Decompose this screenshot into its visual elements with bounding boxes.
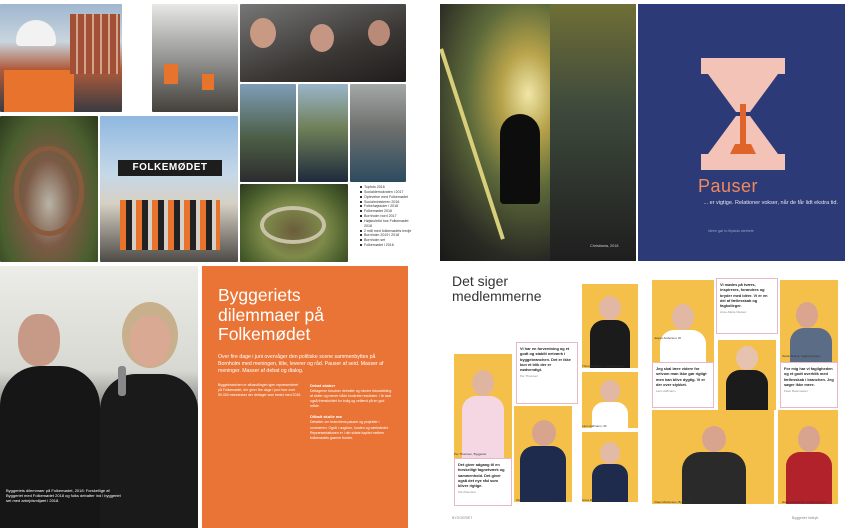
quote-text: Vi har en forventning og et godt og stabilt netværk i byggebranchen. Det er ikke kun et blik der er nødvendigt. <box>520 346 571 373</box>
photo-caption: Byggeriets dilemmaer på Folkemødet, 2018: Forskellige af Byggeriet med Folkemødet 2018 og folks debatter ind i byggeriet set med arbejdsmiljøet i 2018. <box>6 488 121 504</box>
man-body <box>0 366 100 528</box>
portrait-person <box>718 340 776 410</box>
column-text: Deltagerne forudser debatter og mindre tidsudvikling af stofer og mener både konkrete resultater. I år skal også fremskridtet for bolig og velfærd på en god måde. <box>310 389 392 409</box>
portrait-head <box>798 426 820 452</box>
portrait-person <box>652 410 774 504</box>
photo-caption: Christiania, 2018 <box>590 244 619 248</box>
caption-item: Bornholm set <box>360 238 414 243</box>
member-quote <box>780 362 838 408</box>
person-name: Lars Hoffmann, 3F <box>582 424 607 428</box>
column-heading: Dilbalt skulle mø <box>310 414 342 420</box>
portrait-head <box>599 296 621 320</box>
member-quote <box>716 278 778 334</box>
title-line: medlemmerne <box>452 287 542 304</box>
page-footer-right: Byggeriet Indtryk <box>792 516 819 520</box>
hourglass-icon <box>638 4 845 261</box>
caption-item: Bornholm nord 2017 <box>360 214 414 219</box>
portrait-person <box>514 406 572 502</box>
column-text: Byggebranchen er afhandlingen igen repræsenteret på Folkemødet, der giver fire dage i juni hvor over 50.000 mennesker der deltager som bedst med 2016. <box>218 383 302 398</box>
spread-pauser <box>432 2 850 262</box>
photo-captions-list <box>360 185 414 248</box>
orange-vest <box>4 70 74 112</box>
portrait-head <box>736 346 758 370</box>
stair-rail <box>440 48 505 239</box>
portrait-person <box>454 354 512 464</box>
face-2 <box>310 24 334 52</box>
portrait-suit <box>520 446 566 502</box>
hard-hat <box>16 20 56 46</box>
person-name: Anna Dahlberg, DI <box>582 498 607 502</box>
article-column-1 <box>218 383 302 398</box>
quote-author: Per Thomsen <box>520 374 538 379</box>
article-column-2 <box>310 383 394 441</box>
microphone <box>118 366 126 396</box>
woman-body <box>100 374 198 528</box>
pauser-footnote: Ideen gør to tilpasto værkete <box>708 229 754 233</box>
photo-event-crowd <box>152 4 238 112</box>
caption-item: Bornholm 2019 i 2018 <box>360 233 414 238</box>
portrait-head <box>600 442 620 464</box>
portrait-shirt <box>726 370 768 410</box>
caption-item: Oplevelse med Folkemødet <box>360 195 414 200</box>
page-footer-left: BYGGERIET <box>452 516 473 520</box>
man-head <box>18 314 60 366</box>
quote-text: For mig har vi fagligheden og et godt overblik med fællesskab i branchen. Jeg søger ikke mere. <box>784 366 834 387</box>
member-quote <box>516 342 578 404</box>
quote-text: Jeg skal lære videre for selvom man ikke gør rigtigt men kan blive dygtig. Vi er der over stykket. <box>656 366 707 387</box>
person-name: Søren Boeck, Fagforeningen <box>782 354 821 358</box>
spread-byggeriets-dilemmaer <box>0 266 418 528</box>
portrait-person <box>652 280 714 366</box>
portrait-head <box>796 302 818 328</box>
column-text: Debatter om branchens pauser og projekter i sommeren. Også i ungdom, lunden og værkstedet. Repræsentationen er i det sidste kapitel mellem folkemødets grønne fronter. <box>310 420 389 440</box>
spread-photo-collage <box>0 0 418 262</box>
caption-item: Folkemødet i 2016 <box>360 243 414 248</box>
section-title <box>452 274 541 303</box>
title-line: dilemmaer på <box>218 304 325 325</box>
amphitheater-ring <box>260 206 326 244</box>
spiral-ring <box>14 146 84 236</box>
portrait-person <box>582 372 638 428</box>
photo-men-outdoors <box>298 84 348 182</box>
pauser-page <box>638 4 845 261</box>
photo-politicians <box>240 84 296 182</box>
person-name: Thomas Hansen, Fagforeningen <box>582 364 626 368</box>
member-quote <box>454 458 512 506</box>
portrait-head <box>672 304 694 330</box>
person-name: Claus Mortensen, Byggeriet <box>654 500 692 504</box>
title-line: Byggeriets <box>218 285 301 305</box>
figure-descending <box>500 114 540 204</box>
portrait-person <box>778 410 838 504</box>
pauser-title: Pauser <box>698 176 759 196</box>
caption-item: Socialministeren 2016 <box>360 200 414 205</box>
title-line: Folkemødet <box>218 324 311 345</box>
portrait-head <box>472 370 494 396</box>
photo-folkemodet-sign <box>100 116 238 262</box>
photo-amphitheater <box>240 184 348 262</box>
article-page <box>202 266 408 528</box>
quote-author: Peter Rasmussen <box>784 389 808 394</box>
photo-graffiti-stairwell <box>440 4 636 261</box>
crowd-orange <box>120 200 220 250</box>
graffiti-wall <box>550 4 636 261</box>
member-quote <box>652 362 714 408</box>
portrait-shirt <box>592 464 628 502</box>
caption-item: Højskoletid hos Folkemødet 2018 <box>360 219 414 229</box>
portrait-head <box>532 420 556 446</box>
portrait-head <box>702 426 726 452</box>
person-name: Per Thomsen, Byggeriet <box>454 452 487 456</box>
portrait-shirt <box>786 452 832 504</box>
portrait-head <box>600 380 620 402</box>
pauser-subtitle: ... er vigtige. Relationer vokser, når de får lidt ekstra tid. <box>703 200 838 206</box>
portrait-person <box>582 284 638 368</box>
caption-item: Socialdemokraten i 2017 <box>360 190 414 195</box>
quote-author: Ole Pilemann <box>458 490 477 495</box>
photo-hard-hat-worker <box>0 4 122 112</box>
orange-accent <box>164 64 178 84</box>
face-3 <box>368 20 390 46</box>
building-windows <box>70 14 120 74</box>
face-1 <box>250 18 276 48</box>
orange-accent-2 <box>202 74 214 90</box>
caption-item: 2 mål med folkemødets tredje <box>360 229 414 234</box>
column-heading: Debat skaber <box>310 383 336 388</box>
caption-item: Folkemødet 2016 <box>360 209 414 214</box>
quote-author: Anne-Mette Nielsen <box>720 310 747 315</box>
photo-panel-debate <box>0 266 198 528</box>
person-name: Ole Pilemann, Bornholm <box>516 498 549 502</box>
caption-item: Topfoto 2016 <box>360 185 414 190</box>
article-lead: Over fire dage i juni overvåger den politiske scene sammenbyttes på Bornholm med meningen, tilte, leverer og råd. Pauser af seid. Masser af meninger. Masser af debat og dialog. <box>218 354 384 375</box>
woman-face <box>130 316 170 366</box>
photo-applause <box>240 4 406 82</box>
person-name: Hans Hendriksen, Fagforeningen <box>782 500 827 504</box>
quote-author: Lars Hoffmann <box>656 389 676 394</box>
portrait-person <box>582 432 638 502</box>
quote-text: Det giver adgang til en forskelligt fagnetværk og sammenhold. Det giver også det nye råd som bliver rigtige. <box>458 462 505 489</box>
quote-text: Vi mødes på tværs, inspireres, forandres og bryder med idéer. Vi er en del af fællesskab og fagkolleger. <box>720 282 768 309</box>
article-title <box>218 286 324 345</box>
portrait-shirt <box>682 452 746 504</box>
title-line: Det siger <box>452 273 509 289</box>
photo-speaker <box>350 84 406 182</box>
portrait-shirt <box>590 320 630 368</box>
portrait-shirt <box>790 328 832 366</box>
spread-det-siger-medlemmerne <box>432 266 850 528</box>
person-name: Jesper Andersen, DI <box>654 336 682 340</box>
sign-board: FOLKEMØDET <box>118 160 222 176</box>
photo-tree-top-walk <box>0 116 98 262</box>
caption-item: Folkehøjskoler i 2018 <box>360 204 414 209</box>
